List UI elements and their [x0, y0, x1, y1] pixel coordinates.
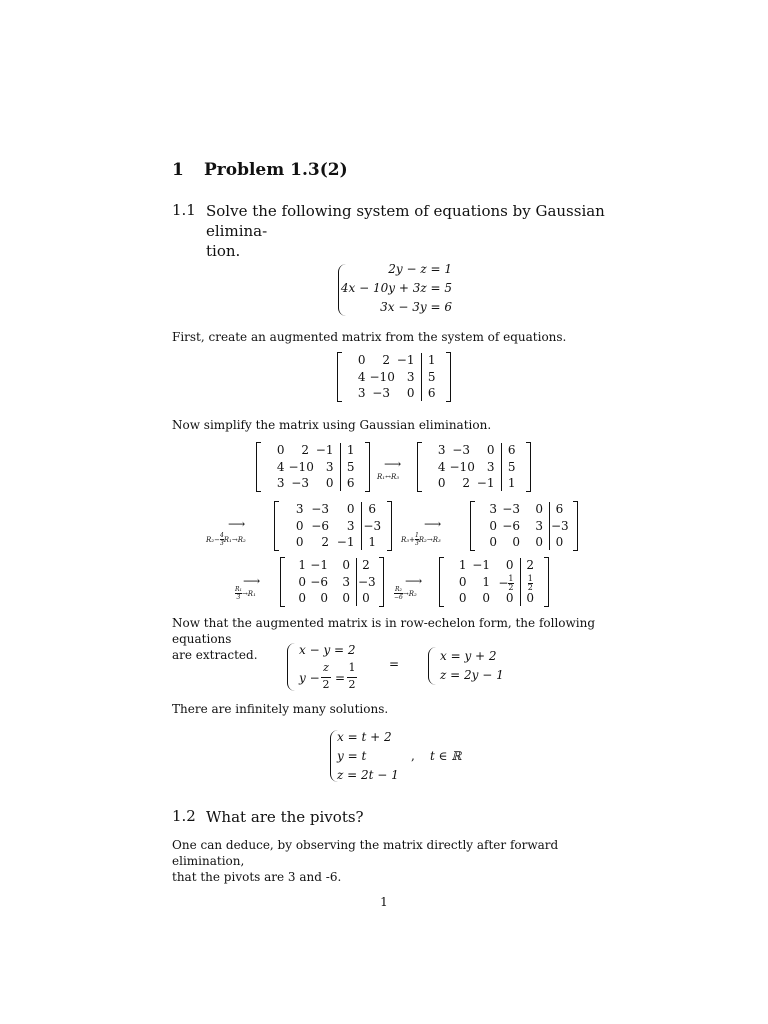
frac-d: 2 [527, 582, 533, 592]
solution-system [330, 728, 420, 784]
matrix-cell: 0 [535, 535, 543, 550]
section-heading [172, 160, 348, 180]
page-number: 1 [380, 895, 388, 909]
matrix-a0 [337, 352, 451, 402]
arrow-op5: ⟶ [405, 574, 423, 588]
subsection-title [206, 201, 616, 261]
matrix-cell: 0 [342, 558, 350, 572]
matrix-cell: −3 [551, 518, 569, 533]
arrow-op2: ⟶ [228, 517, 246, 531]
matrix-cell: 3 [346, 518, 355, 533]
matrix-cell: 6 [555, 502, 564, 516]
matrix-cell: 3 [486, 459, 495, 474]
matrix-cell: −3 [372, 386, 390, 401]
bracket-right [387, 501, 392, 551]
matrix-cell: 1 [346, 443, 355, 457]
equals-sign: = [389, 657, 400, 671]
matrix-cell: 0 [482, 591, 490, 606]
extracted-right-2: z = 2y − 1 [440, 668, 504, 682]
solution-comma: , [411, 749, 415, 763]
matrix-cell: 5 [346, 459, 355, 474]
matrix-cell: 6 [507, 443, 516, 457]
extracted-rhs-n: 1 [348, 661, 356, 674]
matrix-cell: 0 [555, 535, 564, 550]
augment-bar [340, 443, 341, 491]
bracket-right [544, 557, 549, 607]
frac-n: 1 [527, 573, 533, 583]
matrix-cell: −1 [472, 558, 490, 572]
frac [508, 575, 513, 592]
op2-n: 4 [219, 532, 224, 539]
matrix-cell: 0 [295, 535, 304, 550]
op3-n: 1 [414, 532, 419, 539]
op-row3 [401, 532, 441, 547]
equation-2: 4x − 10y + 3z = 5 [340, 281, 452, 295]
augment-bar [549, 502, 550, 550]
extracted-frac-d: 2 [322, 678, 330, 691]
matrix-cell: −3 [311, 502, 329, 516]
bracket-left [274, 501, 279, 551]
matrix-cell: 0 [512, 535, 520, 550]
matrix-cell: 5 [427, 369, 436, 384]
matrix-cell: 0 [406, 386, 415, 401]
augment-bar [421, 353, 422, 401]
matrix-cell: 0 [298, 574, 306, 589]
op4-d: 3 [236, 594, 241, 601]
matrix-frac-cell [494, 575, 514, 592]
matrix-a3 [470, 501, 578, 551]
op3-b: R₂→R₃ [418, 535, 441, 544]
matrix-cell: −1 [336, 535, 355, 550]
op3-d: 3 [414, 540, 419, 547]
matrix-cell: 2 [382, 353, 390, 367]
matrix-cell: −6 [310, 574, 328, 589]
pivots-line2: that the pivots are 3 and -6. [172, 870, 342, 884]
matrix-cell: −6 [311, 518, 329, 533]
subsection-number: 1.2 [172, 807, 196, 825]
op4-frac [235, 586, 242, 601]
op2-a: R₂− [206, 535, 220, 544]
paragraph-augmented: First, create an augmented matrix from the system of equations. [172, 330, 567, 344]
matrix-cell: 0 [437, 476, 446, 491]
matrix-cell: 2 [321, 535, 329, 550]
matrix-cell: 0 [320, 591, 328, 606]
op4-b: →R₁ [241, 589, 256, 598]
matrix-cell: 0 [458, 574, 467, 589]
matrix-cell: 4 [357, 369, 366, 384]
matrix-cell: −3 [291, 476, 309, 491]
op-row2 [206, 532, 246, 547]
matrix-frac-cell [522, 575, 540, 592]
equation-3: 3x − 3y = 6 [380, 300, 452, 314]
paragraph-simplify: Now simplify the matrix using Gaussian elimination. [172, 418, 492, 432]
bracket-right [526, 442, 531, 492]
matrix-cell: 2 [301, 443, 309, 457]
op5-b: →R₂ [402, 589, 417, 598]
matrix-cell: 2 [462, 476, 470, 491]
matrix-cell: 3 [437, 443, 446, 457]
matrix-cell: 0 [276, 443, 285, 457]
matrix-cell: −10 [449, 459, 475, 474]
arrow-op4: ⟶ [243, 574, 261, 588]
matrix-cell: −3 [502, 502, 520, 516]
matrix-cell: 1 [458, 558, 467, 572]
extracted-rhs-d: 2 [348, 678, 356, 691]
matrix-cell: 1 [368, 535, 377, 550]
matrix-cell: 0 [295, 518, 304, 533]
matrix-cell: 3 [489, 502, 497, 516]
matrix-cell: 0 [362, 591, 370, 606]
bracket-left [256, 442, 261, 492]
matrix-cell: 0 [298, 591, 306, 606]
matrix-cell: 0 [325, 476, 334, 491]
op5-frac [394, 586, 403, 601]
matrix-cell: −3 [363, 518, 382, 533]
matrix-cell: 0 [346, 502, 355, 516]
op5-n: R₂ [394, 586, 402, 593]
op4-n: R₁ [235, 586, 242, 593]
matrix-cell: 6 [427, 386, 436, 401]
augment-bar [361, 502, 362, 550]
matrix-cell: 0 [535, 502, 543, 516]
op-swap: R₁↔R₃ [377, 473, 400, 481]
matrix-cell: 2 [526, 558, 535, 572]
matrix-cell: 3 [357, 386, 366, 401]
bracket-right [573, 501, 578, 551]
matrix-cell: 0 [505, 558, 514, 572]
solution-line-2: y = t [337, 749, 367, 763]
augment-bar [356, 558, 357, 606]
subsection-title-line2: tion. [206, 242, 241, 260]
matrix-cell: 0 [489, 535, 497, 550]
matrix-cell: 4 [437, 459, 446, 474]
arrow-swap: ⟶ [384, 457, 402, 471]
matrix-a5 [439, 557, 549, 607]
matrix-cell: −6 [502, 518, 520, 533]
frac-sign: − [498, 575, 509, 590]
left-brace [287, 643, 295, 691]
paragraph-echelon [172, 615, 632, 663]
extracted-left-1: x − y = 2 [299, 643, 356, 657]
extracted-left [287, 641, 367, 693]
bracket-left [439, 557, 444, 607]
bracket-left [417, 442, 422, 492]
extracted-left-eq: = [335, 671, 346, 685]
matrix-cell: −10 [288, 459, 314, 474]
matrix-a4 [280, 557, 384, 607]
equation-1: 2y − z = 1 [388, 262, 452, 276]
echelon-line2: are extracted. [172, 648, 258, 662]
extracted-left-2a: y − [299, 671, 320, 685]
op2-d: 3 [219, 540, 224, 547]
matrix-a0-step [256, 442, 370, 492]
op-row4 [235, 586, 256, 601]
paragraph-infinite: There are infinitely many solutions. [172, 702, 389, 716]
matrix-cell: 3 [342, 574, 350, 589]
extracted-right [428, 645, 518, 687]
arrow-op3: ⟶ [424, 517, 442, 531]
subsection-1-2 [172, 807, 632, 829]
matrix-cell: −1 [396, 353, 415, 367]
op-row5 [394, 586, 417, 601]
matrix-cell: −10 [369, 369, 395, 384]
extracted-frac-n: z [323, 661, 329, 674]
matrix-cell: 0 [526, 591, 535, 606]
extracted-right-1: x = y + 2 [440, 649, 497, 663]
matrix-cell: 0 [357, 353, 366, 367]
matrix-cell: 0 [489, 518, 497, 533]
matrix-a2 [274, 501, 392, 551]
matrix-cell: −3 [452, 443, 470, 457]
bracket-right [365, 442, 370, 492]
bracket-left [280, 557, 285, 607]
matrix-cell: −1 [310, 558, 328, 572]
matrix-cell: 3 [406, 369, 415, 384]
matrix-cell: −1 [476, 476, 495, 491]
augment-bar [501, 443, 502, 491]
op2-b: R₁→R₂ [223, 535, 246, 544]
matrix-cell: 3 [325, 459, 334, 474]
bracket-left [470, 501, 475, 551]
equation-system [338, 262, 458, 318]
matrix-a1 [417, 442, 531, 492]
frac [528, 575, 533, 592]
solution-line-3: z = 2t − 1 [337, 768, 399, 782]
paragraph-pivots [172, 837, 632, 885]
subsection-1-1 [172, 201, 632, 260]
matrix-cell: −1 [315, 443, 334, 457]
matrix-cell: 3 [535, 518, 543, 533]
bracket-right [379, 557, 384, 607]
op3-a: R₃+ [401, 535, 415, 544]
matrix-cell: 4 [276, 459, 285, 474]
matrix-cell: 0 [486, 443, 495, 457]
matrix-cell: 1 [507, 476, 516, 491]
subsection-title: What are the pivots? [206, 808, 364, 826]
echelon-line1: Now that the augmented matrix is in row-echelon form, the following equations [172, 616, 596, 646]
matrix-cell: 5 [507, 459, 516, 474]
right-brace [428, 647, 436, 685]
solution-line-1: x = t + 2 [337, 730, 392, 744]
bracket-right [446, 352, 451, 402]
frac-n: 1 [508, 573, 514, 583]
section-number: 1 [172, 160, 184, 180]
subsection-title-line1: Solve the following system of equations by Gaussian elimina- [206, 202, 605, 240]
matrix-cell: 3 [276, 476, 285, 491]
section-title: Problem 1.3(2) [204, 160, 348, 180]
matrix-cell: 0 [458, 591, 467, 606]
op5-d: −6 [394, 594, 403, 601]
matrix-cell: 0 [505, 591, 514, 606]
matrix-cell: 6 [368, 502, 377, 516]
bracket-left [337, 352, 342, 402]
matrix-cell: 1 [298, 558, 306, 572]
matrix-cell: 1 [427, 353, 436, 367]
solution-domain: t ∈ ℝ [430, 749, 462, 763]
subsection-number: 1.1 [172, 201, 196, 219]
matrix-cell: 3 [295, 502, 304, 516]
pivots-line1: One can deduce, by observing the matrix directly after forward elimination, [172, 838, 559, 868]
matrix-cell: 6 [346, 476, 355, 491]
frac-d: 2 [508, 582, 514, 592]
matrix-cell: −3 [358, 574, 376, 589]
matrix-cell: 0 [342, 591, 350, 606]
augment-bar [520, 558, 521, 606]
matrix-cell: 1 [482, 574, 490, 589]
matrix-cell: 2 [362, 558, 370, 572]
